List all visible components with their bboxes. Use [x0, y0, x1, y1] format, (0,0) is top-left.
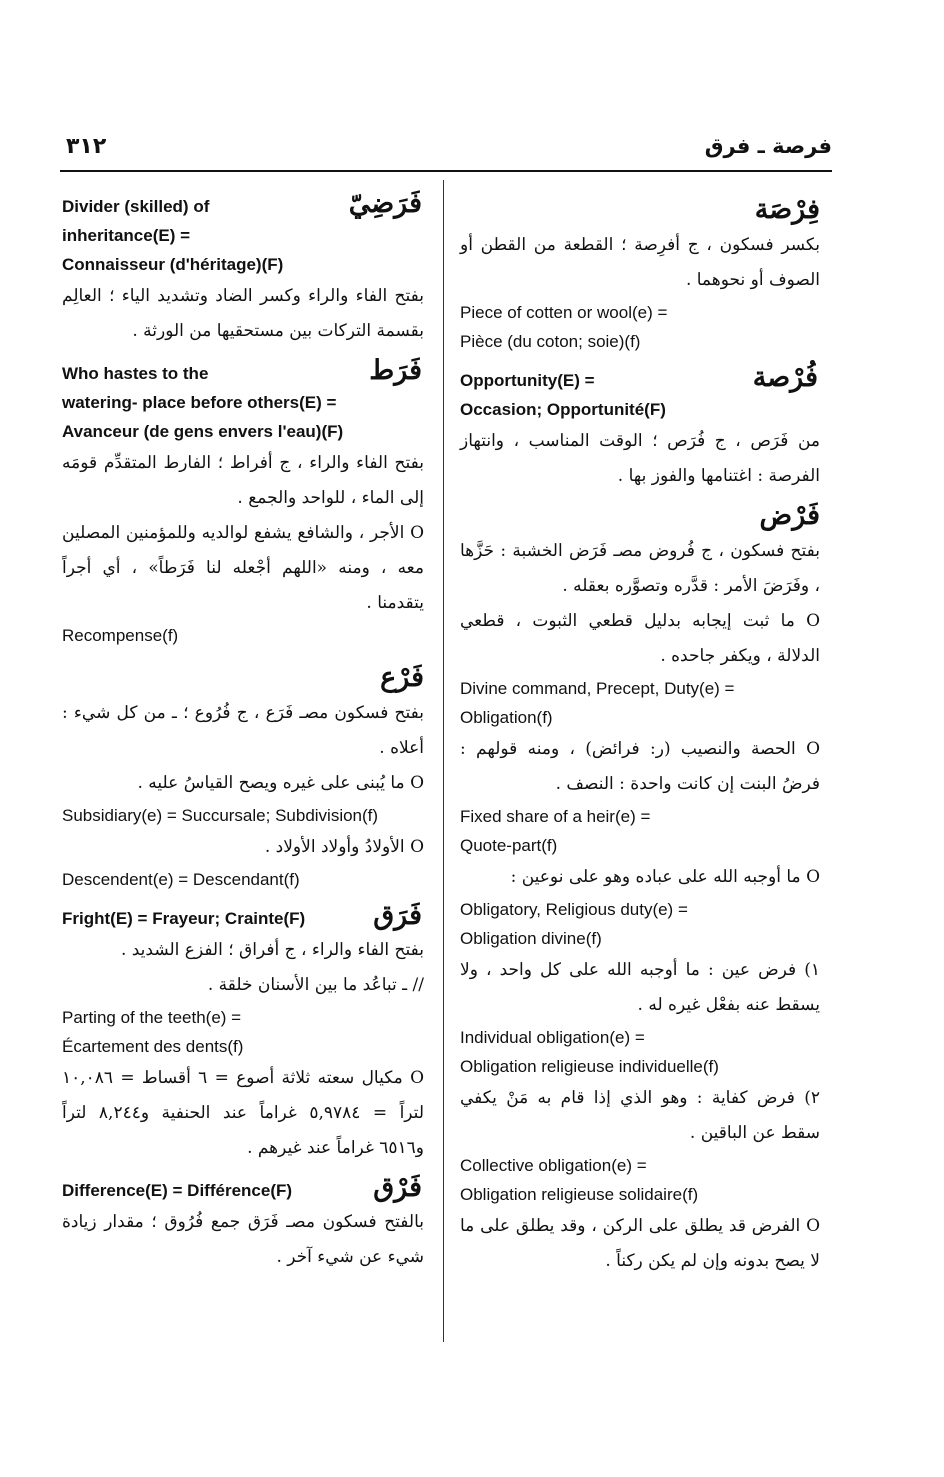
french-definition: Obligation(f) [460, 708, 553, 727]
arabic-sense: O ما يُبنى على غيره ويصح القياسُ عليه . [137, 773, 424, 793]
french-definition: Quote-part(f) [460, 836, 558, 855]
english-definition: Descendent(e) = Descendant(f) [62, 870, 300, 889]
headword: فَرْع [380, 662, 424, 693]
entry-farat [62, 355, 424, 650]
french-definition: Obligation religieuse solidaire(f) [460, 1185, 699, 1204]
entry-far [62, 660, 424, 894]
arabic-definition: بالفتح فسكون مصـ فَرَق جمع فُرُوق ؛ مقدار زيادة شيء عن شيء آخر . [62, 1212, 424, 1267]
entry-faradi [62, 188, 424, 349]
english-definition: Parting of the teeth(e) = [62, 1008, 242, 1027]
english-definition: Opportunity(E) = [460, 371, 595, 390]
arabic-definition: بفتح الفاء والراء ، ج أفراط ؛ الفارط المتقدِّم قومَه إلى الماء ، للواحد والجمع . [62, 453, 424, 508]
english-definition: Who hastes to the [62, 364, 209, 383]
entry-farq [62, 1172, 424, 1275]
french-definition: Écartement des dents(f) [62, 1037, 244, 1056]
running-head: فرصة ـ فرق [704, 134, 832, 158]
arabic-definition: بفتح الفاء والراء ، ج أفراق ؛ الفزع الشديد . [120, 940, 424, 960]
english-definition: Obligatory, Religious duty(e) = [460, 900, 688, 919]
headword: فَرَق [373, 900, 422, 931]
headword: فُرْصة [752, 362, 818, 393]
arabic-sense: O مكيال سعته ثلاثة أصوع = ٦ أقساط = ١٠,٠٨٦ لتراً = ٥,٩٧٨٤ غراماً عند الحنفية و٨,٢٤٤ لتراً و٦٥١٦ غراماً عند غيرهم . [62, 1068, 424, 1158]
english-definition: Collective obligation(e) = [460, 1156, 647, 1175]
english-definition: Divine command, Precept, Duty(e) = [460, 679, 735, 698]
arabic-definition: بفتح الفاء والراء وكسر الضاد وتشديد الياء ؛ العالِم بقسمة التركات بين مستحقيها من الورثة . [62, 286, 424, 341]
english-definition: Divider (skilled) of [62, 197, 210, 216]
headword: فَرَط [369, 355, 422, 386]
arabic-sense: O الحصة والنصيب (ر: فرائض) ، ومنه قولهم : فرضُ البنت إن كانت واحدة : النصف . [460, 739, 820, 794]
english-definition: Fixed share of a heir(e) = [460, 807, 651, 826]
french-definition: Obligation divine(f) [460, 929, 602, 948]
arabic-sense: ١) فرض عين : ما أوجبه الله على كل واحد ، ولا يسقط عنه بفعْل غيره له . [460, 960, 820, 1015]
french-definition: Recompense(f) [62, 626, 179, 645]
entry-fursa-kasra [460, 192, 820, 356]
french-definition: Avanceur (de gens envers l'eau)(F) [62, 422, 344, 441]
french-definition: Connaisseur (d'héritage)(F) [62, 255, 284, 274]
english-definition: Individual obligation(e) = [460, 1028, 645, 1047]
arabic-definition: من فَرَص ، ج فُرَص ؛ الوقت المناسب ، وانتهاز الفرصة : اغتنامها والفوز بها . [460, 431, 820, 486]
arabic-sense: O الأجر ، والشافع يشفع لوالديه وللمؤمنين المصلين معه ، ومنه «اللهم أجْعله لنا فَرَطاً» ، أي أجراً يتقدمنا . [62, 523, 424, 613]
english-definition: inheritance(E) = [62, 226, 191, 245]
french-definition: Obligation religieuse individuelle(f) [460, 1057, 719, 1076]
arabic-sense: O ما ثبت إيجابه بدليل قطعي الثبوت ، قطعي الدلالة ، ويكفر جاحده . [460, 611, 820, 666]
english-definition: Subsidiary(e) = Succursale; Subdivision(f) [62, 806, 379, 825]
english-definition: watering- place before others(E) = [62, 393, 337, 412]
arabic-sense: O الأولادُ وأولاد الأولاد . [264, 837, 424, 857]
arabic-sense: O ما أوجبه الله على عباده وهو على نوعين : [510, 867, 820, 887]
headword: فَرَضِيّ [348, 188, 422, 219]
english-definition: Piece of cotten or wool(e) = [460, 303, 668, 322]
arabic-sense: O الفرض قد يطلق على الركن ، وقد يطلق على ما لا يصح بدونه وإن لم يكن ركناً . [460, 1216, 820, 1271]
english-definition: Fright(E) = Frayeur; Crainte(F) [62, 909, 306, 928]
english-definition: Difference(E) = Différence(F) [62, 1181, 293, 1200]
entry-fard [460, 498, 820, 1279]
right-column [460, 192, 820, 1279]
headword: فَرْض [759, 500, 820, 531]
page-number: ٣١٢ [66, 134, 107, 159]
headword: فِرْصَة [754, 194, 820, 225]
french-definition: Occasion; Opportunité(F) [460, 400, 666, 419]
arabic-definition: بكسر فسكون ، ج أفرِصة ؛ القطعة من القطن أو الصوف أو نحوهما . [460, 235, 820, 290]
arabic-sense: ٢) فرض كفاية : وهو الذي إذا قام به مَنْ يكفي سقط عن الباقين . [460, 1088, 820, 1143]
entry-faraq [62, 900, 424, 1166]
arabic-definition: بفتح فسكون مصـ فَرَع ، ج فُرُوع ؛ ـ من كل شيء : أعلاه . [62, 703, 424, 758]
column-divider [443, 180, 444, 1342]
header-rule [60, 170, 832, 172]
headword: فَرْق [373, 1172, 422, 1203]
french-definition: Pièce (du coton; soie)(f) [460, 332, 641, 351]
arabic-definition: بفتح فسكون ، ج فُروض مصـ فَرَض الخشبة : حَزَّها ، وفَرَضَ الأمر : قدَّره وتصوَّره بعقله . [460, 541, 820, 596]
arabic-sense: // ـ تباعُد ما بين الأسنان خلقة . [207, 975, 424, 995]
page-header [60, 132, 832, 166]
left-column [62, 188, 424, 1275]
entry-fursa-damma [460, 362, 820, 494]
